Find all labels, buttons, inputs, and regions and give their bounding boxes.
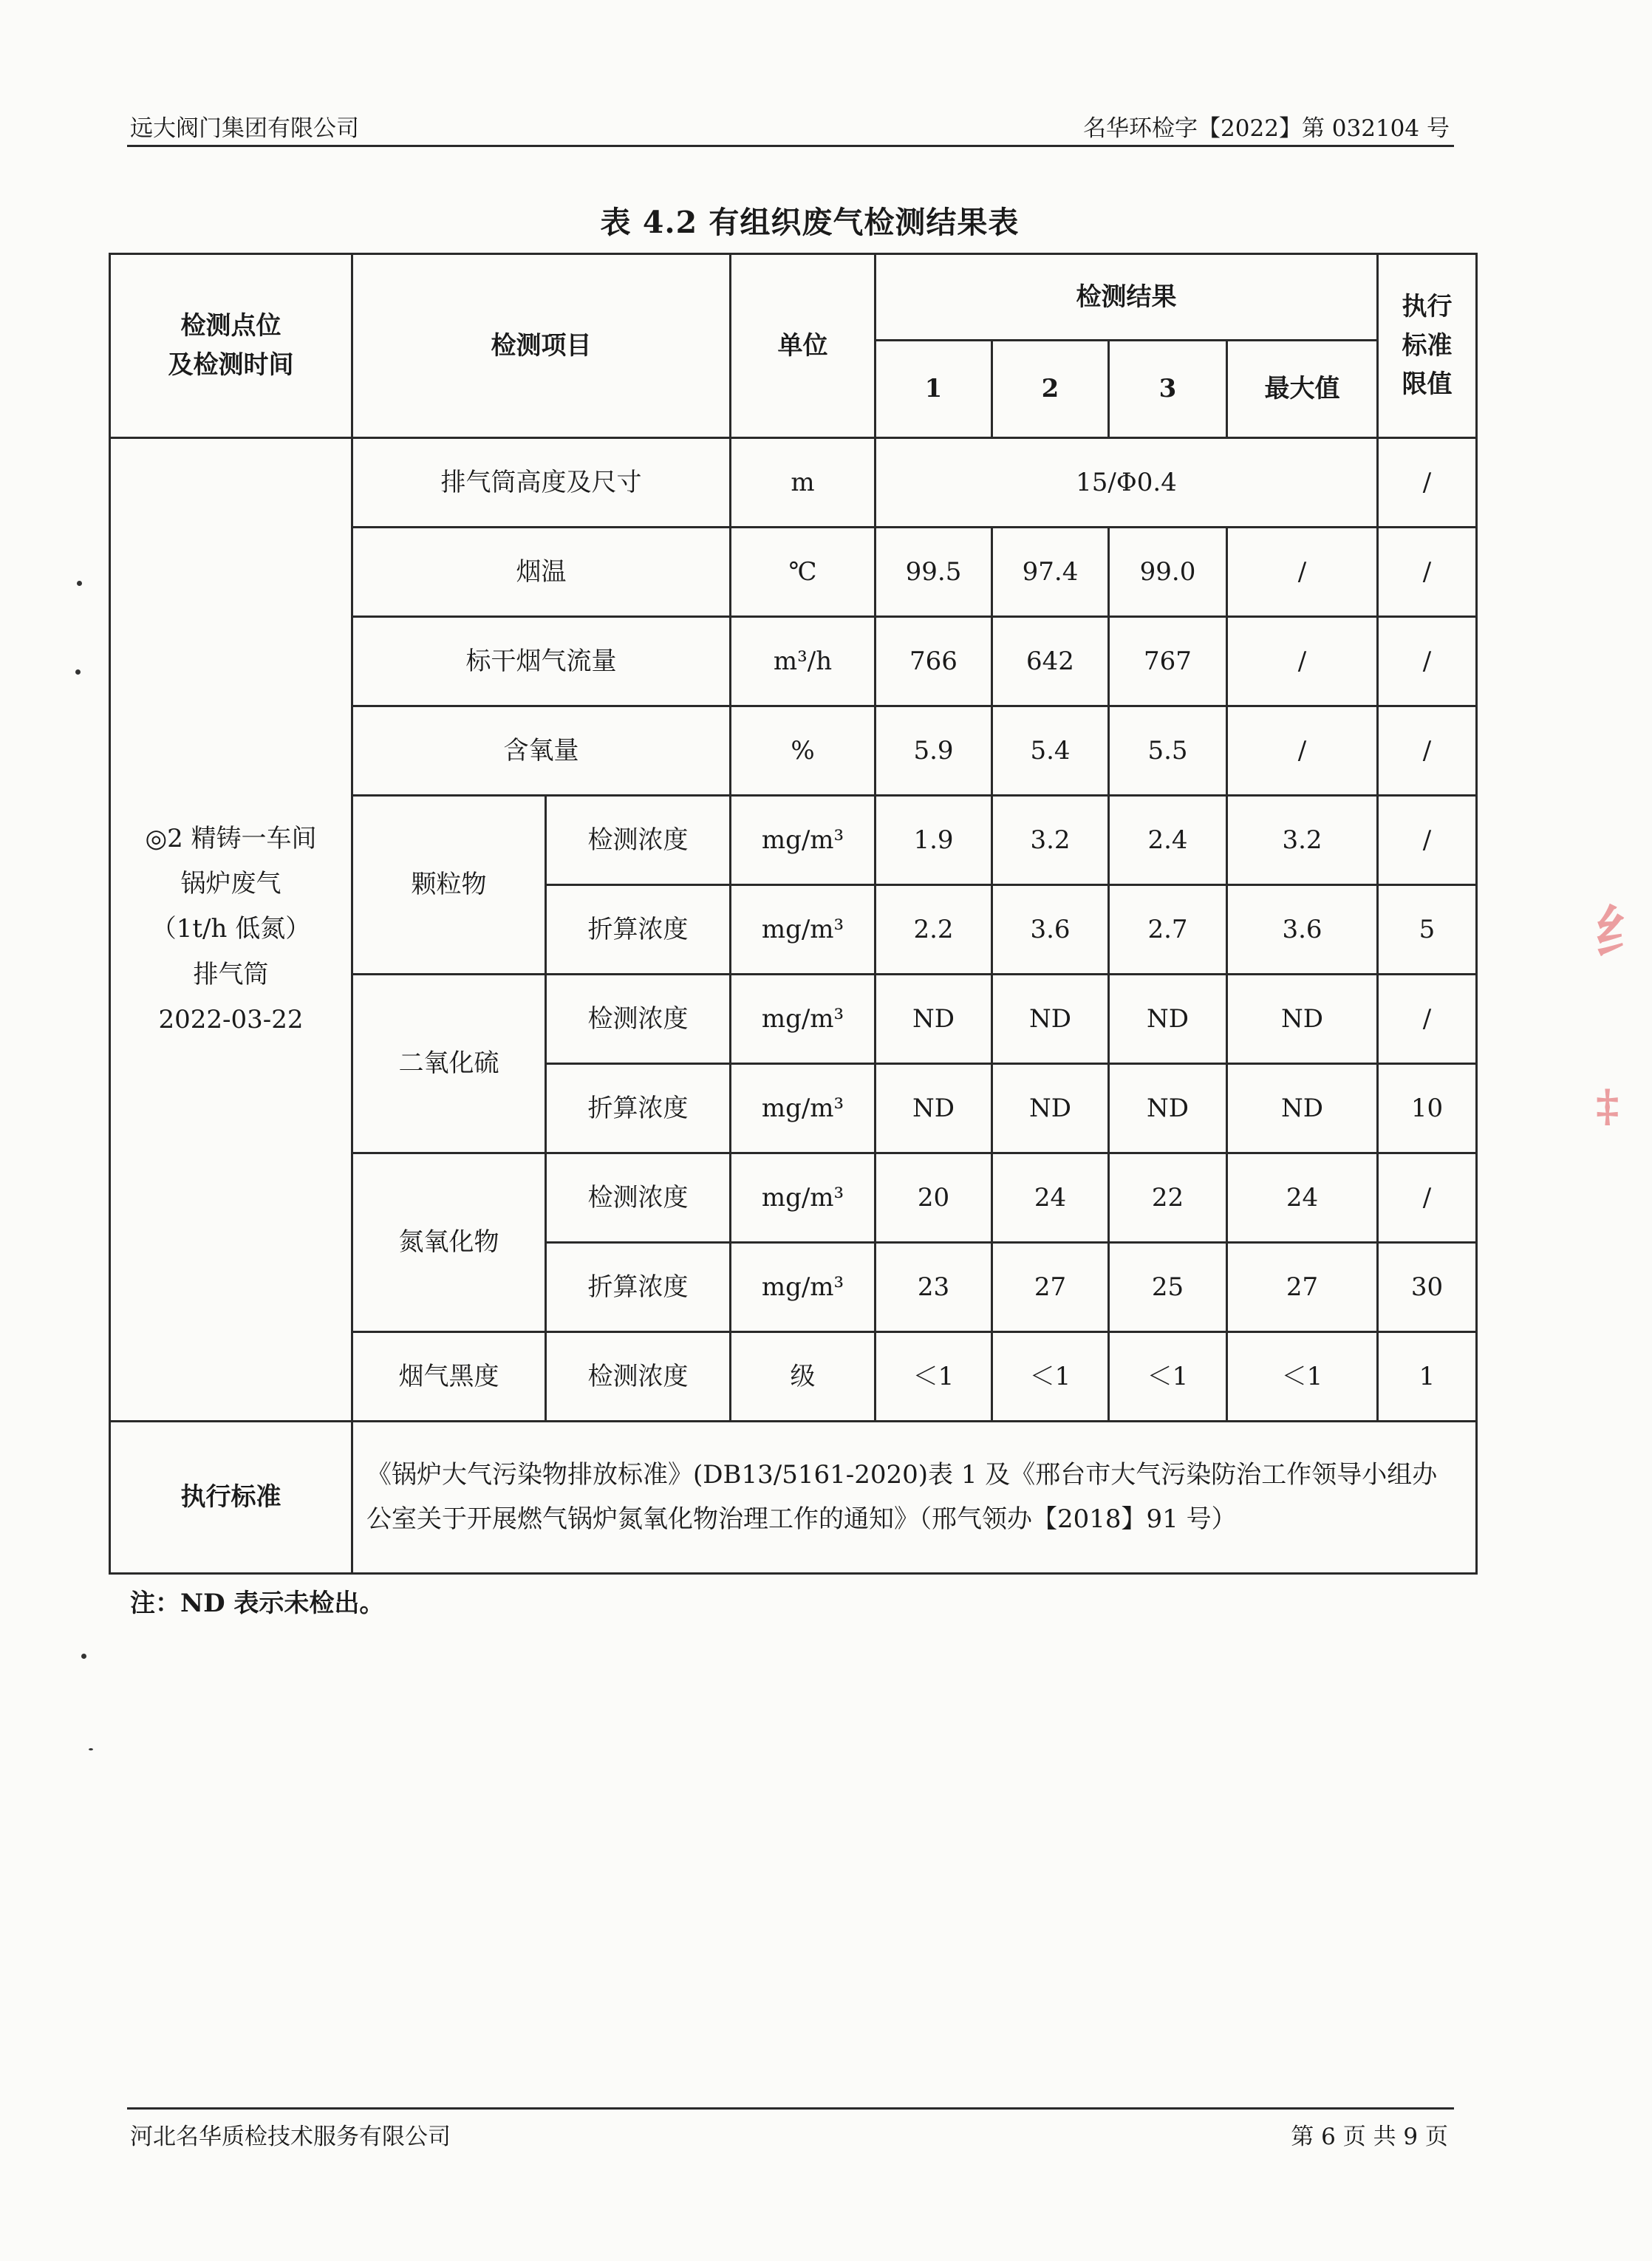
value-cell: 3.2 bbox=[992, 796, 1109, 885]
value-cell: 5.9 bbox=[876, 706, 992, 796]
value-cell: 766 bbox=[876, 617, 992, 706]
max-cell: ND bbox=[1227, 975, 1378, 1064]
standard-label: 执行标准 bbox=[110, 1422, 352, 1574]
table-note: 注：ND 表示未检出。 bbox=[130, 1589, 385, 1618]
unit-cell: mg/m³ bbox=[731, 796, 876, 885]
footer-company: 河北名华质检技术服务有限公司 bbox=[130, 2124, 451, 2150]
value-cell: ND bbox=[1109, 975, 1227, 1064]
unit-cell: mg/m³ bbox=[731, 1064, 876, 1153]
partial-seal-stamp: ‡ bbox=[1596, 1080, 1619, 1132]
standard-text: 《锅炉大气污染物排放标准》(DB13/5161-2020)表 1 及《邢台市大气污染防治工作领导小组办公室关于开展燃气锅炉氮氧化物治理工作的通知》（邢气领办【2018】91 号） bbox=[352, 1422, 1477, 1574]
value-cell: 99.5 bbox=[876, 528, 992, 617]
value-cell: ＜1 bbox=[876, 1332, 992, 1422]
value-cell: 97.4 bbox=[992, 528, 1109, 617]
value-cell: ND bbox=[1109, 1064, 1227, 1153]
value-cell: 5.5 bbox=[1109, 706, 1227, 796]
sub-item-cell: 折算浓度 bbox=[546, 1243, 731, 1332]
header-col-2: 2 bbox=[992, 341, 1109, 438]
max-cell: / bbox=[1227, 617, 1378, 706]
value-cell: ND bbox=[876, 1064, 992, 1153]
header-col-max: 最大值 bbox=[1227, 341, 1378, 438]
limit-cell: / bbox=[1378, 706, 1477, 796]
unit-cell: ℃ bbox=[731, 528, 876, 617]
unit-cell: m³/h bbox=[731, 617, 876, 706]
header-limit: 执行 标准 限值 bbox=[1378, 254, 1477, 438]
value-cell: 2.4 bbox=[1109, 796, 1227, 885]
scan-speck bbox=[77, 581, 82, 586]
max-cell: ND bbox=[1227, 1064, 1378, 1153]
header-report-number: 名华环检字【2022】第 032104 号 bbox=[1083, 115, 1450, 142]
limit-cell: / bbox=[1378, 528, 1477, 617]
limit-cell: / bbox=[1378, 438, 1477, 528]
sub-item-cell: 检测浓度 bbox=[546, 796, 731, 885]
max-cell: 3.6 bbox=[1227, 885, 1378, 975]
page-number: 第 6 页 共 9 页 bbox=[1291, 2124, 1448, 2150]
value-cell: ND bbox=[992, 975, 1109, 1064]
sub-item-cell: 检测浓度 bbox=[546, 1153, 731, 1243]
value-cell: 5.4 bbox=[992, 706, 1109, 796]
header-company: 远大阀门集团有限公司 bbox=[130, 115, 359, 142]
results-table bbox=[109, 253, 1478, 1575]
limit-cell: / bbox=[1378, 617, 1477, 706]
max-cell: ＜1 bbox=[1227, 1332, 1378, 1422]
unit-cell: mg/m³ bbox=[731, 885, 876, 975]
partial-seal-stamp: 纟 bbox=[1594, 899, 1652, 966]
max-cell: 3.2 bbox=[1227, 796, 1378, 885]
limit-cell: 30 bbox=[1378, 1243, 1477, 1332]
sub-item-cell: 检测浓度 bbox=[546, 1332, 731, 1422]
group-cell: 颗粒物 bbox=[352, 796, 546, 975]
header-col-1: 1 bbox=[876, 341, 992, 438]
item-cell: 烟温 bbox=[352, 528, 731, 617]
scan-speck bbox=[89, 1748, 93, 1750]
unit-cell: 级 bbox=[731, 1332, 876, 1422]
max-cell: 24 bbox=[1227, 1153, 1378, 1243]
sub-item-cell: 折算浓度 bbox=[546, 885, 731, 975]
value-cell: ND bbox=[992, 1064, 1109, 1153]
value-cell: 3.6 bbox=[992, 885, 1109, 975]
location-cell: ◎2 精铸一车间 锅炉废气 （1t/h 低氮） 排气筒 2022-03-22 bbox=[110, 438, 352, 1422]
unit-cell: % bbox=[731, 706, 876, 796]
limit-cell: 1 bbox=[1378, 1332, 1477, 1422]
sub-item-cell: 检测浓度 bbox=[546, 975, 731, 1064]
limit-cell: 10 bbox=[1378, 1064, 1477, 1153]
item-cell: 标干烟气流量 bbox=[352, 617, 731, 706]
unit-cell: mg/m³ bbox=[731, 975, 876, 1064]
group-cell: 氮氧化物 bbox=[352, 1153, 546, 1332]
header-item: 检测项目 bbox=[352, 254, 731, 438]
value-cell: 24 bbox=[992, 1153, 1109, 1243]
value-cell: 23 bbox=[876, 1243, 992, 1332]
value-cell: 1.9 bbox=[876, 796, 992, 885]
header-results: 检测结果 bbox=[876, 254, 1378, 341]
scan-speck bbox=[81, 1654, 86, 1659]
sub-item-cell: 折算浓度 bbox=[546, 1064, 731, 1153]
value-cell: 642 bbox=[992, 617, 1109, 706]
item-cell: 含氧量 bbox=[352, 706, 731, 796]
value-cell: 25 bbox=[1109, 1243, 1227, 1332]
max-cell: / bbox=[1227, 706, 1378, 796]
max-cell: / bbox=[1227, 528, 1378, 617]
header-location: 检测点位 及检测时间 bbox=[110, 254, 352, 438]
scan-speck bbox=[75, 669, 81, 675]
limit-cell: / bbox=[1378, 1153, 1477, 1243]
limit-cell: / bbox=[1378, 975, 1477, 1064]
value-cell: 2.2 bbox=[876, 885, 992, 975]
value-cell: ND bbox=[876, 975, 992, 1064]
footer-rule bbox=[127, 2107, 1454, 2110]
header-rule bbox=[127, 145, 1454, 147]
limit-cell: 5 bbox=[1378, 885, 1477, 975]
value-cell: ＜1 bbox=[992, 1332, 1109, 1422]
standard-row bbox=[110, 1422, 1477, 1574]
table-row bbox=[110, 438, 1477, 528]
value-cell: 15/Φ0.4 bbox=[876, 438, 1378, 528]
limit-cell: / bbox=[1378, 796, 1477, 885]
group-cell: 二氧化硫 bbox=[352, 975, 546, 1153]
unit-cell: m bbox=[731, 438, 876, 528]
header-col-3: 3 bbox=[1109, 341, 1227, 438]
max-cell: 27 bbox=[1227, 1243, 1378, 1332]
unit-cell: mg/m³ bbox=[731, 1153, 876, 1243]
value-cell: 99.0 bbox=[1109, 528, 1227, 617]
value-cell: 767 bbox=[1109, 617, 1227, 706]
value-cell: 22 bbox=[1109, 1153, 1227, 1243]
header-unit: 单位 bbox=[731, 254, 876, 438]
table-title: 表 4.2 有组织废气检测结果表 bbox=[600, 205, 1020, 240]
value-cell: 20 bbox=[876, 1153, 992, 1243]
item-cell: 排气筒高度及尺寸 bbox=[352, 438, 731, 528]
value-cell: 2.7 bbox=[1109, 885, 1227, 975]
unit-cell: mg/m³ bbox=[731, 1243, 876, 1332]
group-cell: 烟气黑度 bbox=[352, 1332, 546, 1422]
value-cell: ＜1 bbox=[1109, 1332, 1227, 1422]
value-cell: 27 bbox=[992, 1243, 1109, 1332]
